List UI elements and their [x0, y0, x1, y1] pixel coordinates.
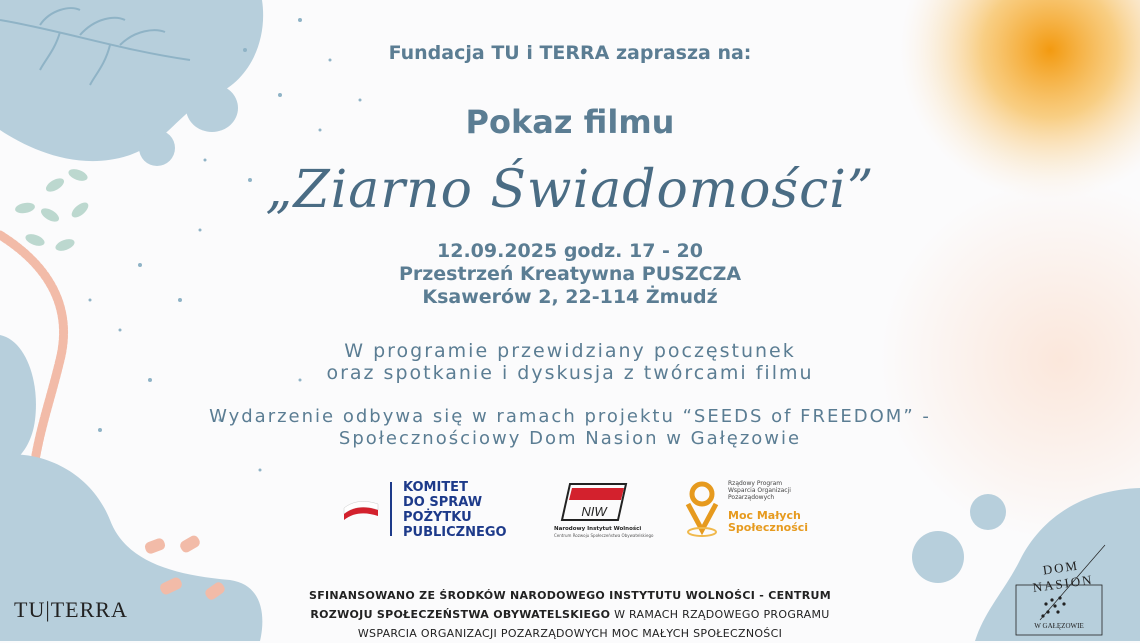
kpp-line-3: POŻYTKU	[403, 510, 472, 525]
project-line-2: Społecznościowy Dom Nasion w Gałęzowie	[338, 428, 802, 449]
niw-name: Narodowy Instytut Wolności	[554, 526, 642, 532]
moc-small-2: Wsparcia Organizacji	[728, 487, 791, 494]
blob-small-4	[912, 531, 964, 583]
moc-program-text	[728, 480, 791, 501]
funding-line-2-bold: ROZWOJU SPOŁECZEŃSTWA OBYWATELSKIEGO	[310, 608, 611, 621]
tu-terra-logo: TU|TERRA	[14, 597, 128, 622]
project-text	[0, 406, 1140, 450]
moc-name	[728, 510, 808, 534]
kpp-name	[403, 480, 507, 540]
moc-big-2: Społeczności	[728, 521, 809, 534]
event-venue: Przestrzeń Kreatywna PUSZCZA	[398, 263, 742, 285]
program-line-2: oraz spotkanie i dyskusja z twórcami filmu	[326, 362, 814, 384]
program-line-1: W programie przewidziany poczęstunek	[344, 340, 796, 362]
kpp-divider	[390, 482, 392, 536]
event-details	[0, 240, 1140, 309]
kpp-line-1: KOMITET	[403, 480, 468, 495]
niw-mark: NIW	[581, 504, 607, 519]
moc-small-1: Rządowy Program	[728, 480, 783, 487]
moc-small-3: Pozarządowych	[728, 494, 775, 501]
funding-line-2	[0, 605, 1140, 624]
event-address: Ksawerów 2, 22-114 Żmudź	[422, 286, 718, 308]
funding-line-1: SFINANSOWANO ZE ŚRODKÓW NARODOWEGO INSTYTUTU WOLNOŚCI - CENTRUM	[309, 589, 831, 602]
funding-line-2-normal: W RAMACH RZĄDOWEGO PROGRAMU	[610, 608, 830, 621]
kpp-line-2: DO SPRAW	[403, 495, 483, 510]
funding-line-3: WSPARCIA ORGANIZACJI POZARZĄDOWYCH MOC MAŁYCH SPOŁECZNOŚCI	[357, 627, 783, 640]
blob-small-3	[970, 494, 1006, 530]
dom-nasion-arc-text: DOM NASION	[1031, 557, 1095, 596]
moc-big-1: Moc Małych	[728, 509, 801, 522]
moc-logo	[682, 480, 809, 540]
niw-logo	[554, 480, 654, 540]
funding-note	[0, 586, 1140, 643]
polish-flag-icon	[342, 498, 380, 520]
kpp-logo	[342, 480, 512, 540]
intro-text: Fundacja TU i TERRA zaprasza na:	[388, 42, 752, 64]
kpp-line-4: PUBLICZNEGO	[403, 525, 507, 540]
project-line-1: Wydarzenie odbywa się w ramach projektu “SEEDS of FREEDOM” -	[209, 406, 931, 427]
program-text	[0, 340, 1140, 384]
event-kind: Pokaz filmu	[465, 103, 675, 141]
film-title: „Ziarno Świadomości”	[265, 160, 875, 220]
dom-nasion-bottom-text: W GAŁĘZOWIE	[1034, 622, 1084, 630]
niw-flag-icon	[554, 480, 638, 524]
event-date-time: 12.09.2025 godz. 17 - 20	[437, 240, 703, 262]
niw-sub: Centrum Rozwoju Społeczeństwa Obywatelskiego	[554, 533, 654, 538]
location-pin-icon	[682, 480, 724, 538]
